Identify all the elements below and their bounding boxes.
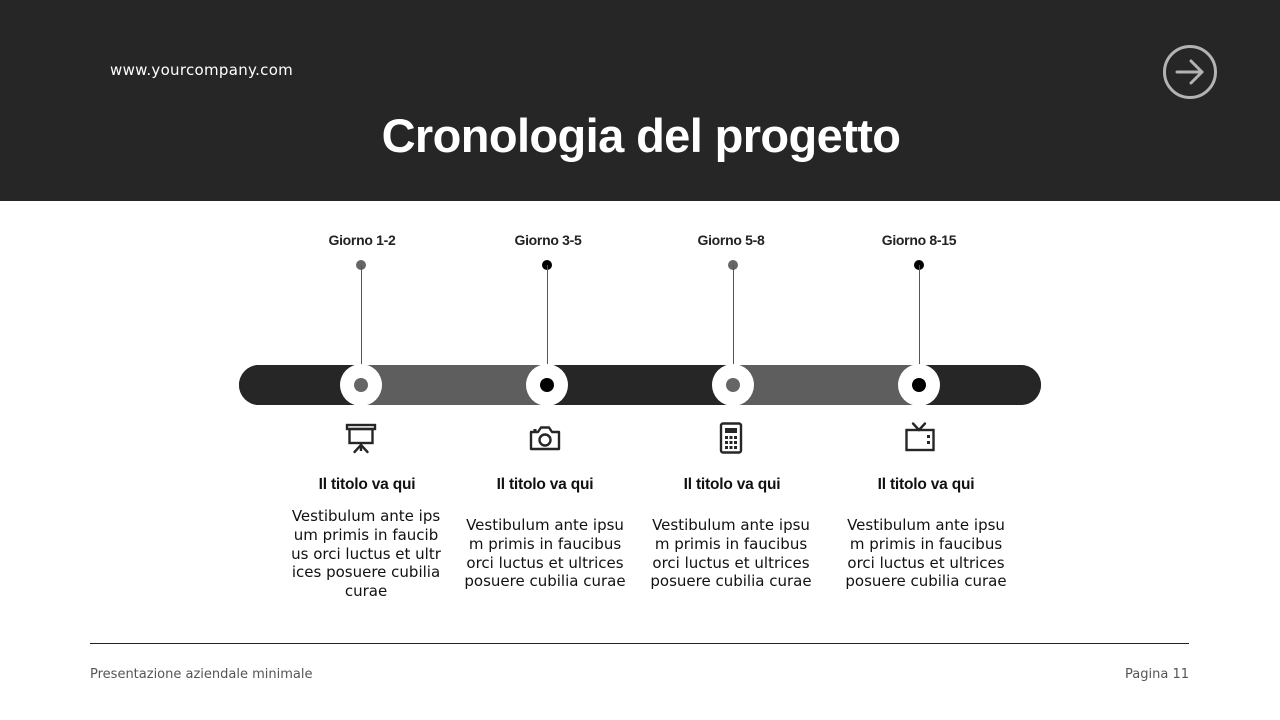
milestone-label: Giorno 3-5: [514, 232, 582, 248]
arrow-right-circle-icon: [1162, 44, 1218, 100]
milestone-title: Il titolo va qui: [318, 476, 416, 493]
projector-board-icon: [343, 420, 379, 456]
next-slide-button[interactable]: [1162, 44, 1218, 100]
milestone-marker: [898, 364, 940, 406]
milestone-description: Vestibulum ante ipsum primis in faucibus orci luctus et ultrices posuere cubilia curae: [845, 516, 1007, 591]
milestone-label: Giorno 1-2: [328, 232, 396, 248]
presentation-name: Presentazione aziendale minimale: [90, 667, 313, 682]
timeline-track-segment: [361, 365, 547, 405]
milestone-marker-dot: [540, 378, 554, 392]
milestone-description: Vestibulum ante ipsum primis in faucibus orci luctus et ultrices posuere cubilia curae: [650, 516, 812, 591]
milestone-title: Il titolo va qui: [496, 476, 594, 493]
milestone-marker-dot: [912, 378, 926, 392]
milestone-marker: [526, 364, 568, 406]
milestone-title: Il titolo va qui: [877, 476, 975, 493]
timeline-track-segment: [547, 365, 733, 405]
milestone-label: Giorno 8-15: [881, 232, 957, 248]
timeline: [0, 201, 1280, 621]
milestone-description: Vestibulum ante ipsum primis in faucibus orci luctus et ultrices posuere cubilia curae: [291, 507, 441, 601]
page-number: Pagina 11: [1125, 667, 1189, 682]
page-title: Cronologia del progetto: [381, 109, 901, 162]
milestone-description: Vestibulum ante ipsum primis in faucibus orci luctus et ultrices posuere cubilia curae: [464, 516, 626, 591]
calculator-icon: [713, 420, 749, 456]
website-url[interactable]: www.yourcompany.com: [110, 61, 294, 79]
footer-divider: [90, 643, 1189, 644]
header-bar: [0, 0, 1280, 201]
milestone-label: Giorno 5-8: [697, 232, 765, 248]
milestone-marker: [340, 364, 382, 406]
camera-icon: [527, 420, 563, 456]
timeline-track-segment: [733, 365, 919, 405]
tv-icon: [902, 420, 938, 456]
milestone-title: Il titolo va qui: [683, 476, 781, 493]
milestone-marker-dot: [354, 378, 368, 392]
milestone-marker: [712, 364, 754, 406]
milestone-marker-dot: [726, 378, 740, 392]
